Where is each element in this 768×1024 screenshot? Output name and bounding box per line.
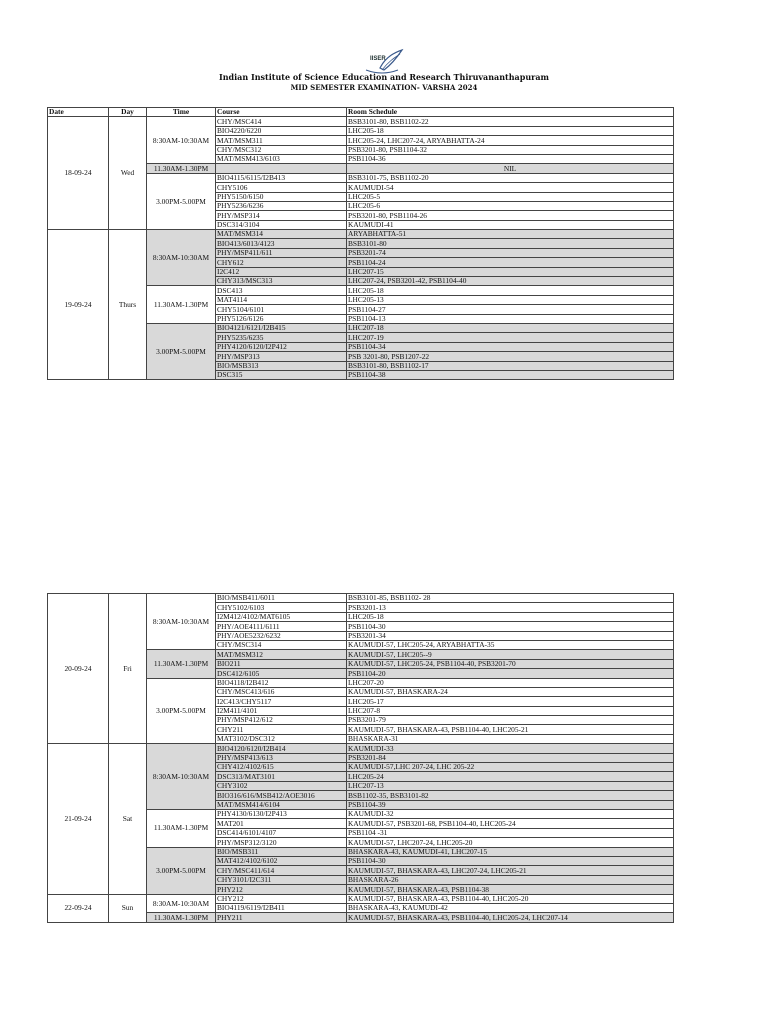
course-code: MAT4114: [216, 295, 347, 304]
course-code: PHY/MSP313: [216, 352, 347, 361]
room-schedule: PSB1104 -31: [347, 828, 674, 837]
course-code: PHY5235/6235: [216, 333, 347, 342]
course-code: PHY5126/6126: [216, 314, 347, 323]
course-code: CHY/MSC414: [216, 117, 347, 126]
room-schedule: BSB3101-80: [347, 239, 674, 248]
room-schedule: KAUMUDI-57, LHC205-24, ARYABHATTA-35: [347, 640, 674, 649]
room-schedule: KAUMUDI-57, BHASKARA-43, PSB1104-40, LHC205-20: [347, 894, 674, 903]
room-schedule: PSB3201-34: [347, 631, 674, 640]
logo-text: IISER: [370, 56, 386, 62]
room-schedule: PSB1104-20: [347, 669, 674, 678]
exam-time-slot: 3.00PM-5.00PM: [147, 173, 216, 229]
course-code: PHY211: [216, 913, 347, 922]
room-schedule: LHC207-15: [347, 267, 674, 276]
col-time: Time: [147, 108, 216, 117]
room-schedule: LHC205-24: [347, 772, 674, 781]
room-schedule: PSB3201-74: [347, 248, 674, 257]
room-schedule: LHC207-24, PSB3201-42, PSB1104-40: [347, 277, 674, 286]
exam-day: Thurs: [109, 230, 147, 380]
course-code: MAT/MSM311: [216, 136, 347, 145]
room-schedule: LHC205-18: [347, 286, 674, 295]
course-code: DSC315: [216, 370, 347, 379]
course-code: CHY612: [216, 258, 347, 267]
table-row: [48, 594, 674, 603]
course-code: PHY4130/6130/I2P413: [216, 809, 347, 818]
course-code: MAT201: [216, 819, 347, 828]
course-code: DSC414/6101/4107: [216, 828, 347, 837]
room-schedule: PSB1104-13: [347, 314, 674, 323]
room-schedule: KAUMUDI-57, BHASKARA-24: [347, 687, 674, 696]
course-code: CHY412/4102/615: [216, 763, 347, 772]
room-schedule: KAUMUDI-32: [347, 809, 674, 818]
room-schedule: ARYABHATTA-51: [347, 230, 674, 239]
exam-time-slot: 11.30AM-1.30PM: [147, 164, 216, 173]
course-code: CHY313/MSC313: [216, 277, 347, 286]
room-schedule: BHASKARA-43, KAUMUDI-41, LHC207-15: [347, 847, 674, 856]
course-code: CHY/MSC411/614: [216, 866, 347, 875]
room-schedule: KAUMUDI-57, LHC205-24, PSB1104-40, PSB3201-70: [347, 659, 674, 668]
room-schedule: BSB3101-80, BSB1102-22: [347, 117, 674, 126]
course-code: MAT/MSM413/6103: [216, 154, 347, 163]
col-date: Date: [48, 108, 109, 117]
course-code: I2M411/4101: [216, 706, 347, 715]
course-code: DSC313/MAT3101: [216, 772, 347, 781]
table-header-row: [48, 108, 674, 117]
room-schedule: LHC205-5: [347, 192, 674, 201]
exam-time-slot: 11.30AM-1.30PM: [147, 913, 216, 922]
course-code: PHY/AOE4111/6111: [216, 622, 347, 631]
room-schedule: PSB1104-27: [347, 305, 674, 314]
course-code: BIO4118/I2B412: [216, 678, 347, 687]
course-code: BIO211: [216, 659, 347, 668]
room-schedule: LHC205-24, LHC207-24, ARYABHATTA-24: [347, 136, 674, 145]
room-schedule: PSB1104-36: [347, 154, 674, 163]
exam-time-slot: 11.30AM-1.30PM: [147, 809, 216, 847]
course-code: DSC314/3104: [216, 220, 347, 229]
institute-name: Indian Institute of Science Education and Research Thiruvananthapuram: [218, 72, 550, 82]
table-row: [48, 117, 674, 126]
course-code: BIO4121/6121/I2B415: [216, 323, 347, 332]
course-code: CHY5102/6103: [216, 603, 347, 612]
course-code: CHY212: [216, 894, 347, 903]
course-code: PHY5236/6236: [216, 201, 347, 210]
course-code: PHY212: [216, 885, 347, 894]
room-schedule: PSB 3201-80, PSB1207-22: [347, 352, 674, 361]
course-code: PHY/MSP413/613: [216, 753, 347, 762]
exam-title: MID SEMESTER EXAMINATION- VARSHA 2024: [290, 83, 478, 92]
exam-time-slot: 8:30AM-10:30AM: [147, 594, 216, 650]
room-schedule: LHC205-18: [347, 126, 674, 135]
exam-date: 18-09-24: [48, 117, 109, 230]
course-code: MAT/MSM414/6104: [216, 800, 347, 809]
exam-date: 22-09-24: [48, 894, 109, 922]
col-day: Day: [109, 108, 147, 117]
course-code: [216, 164, 347, 173]
course-code: PHY/MSP312/3120: [216, 838, 347, 847]
exam-time-slot: 8:30AM-10:30AM: [147, 894, 216, 913]
exam-time-slot: 3.00PM-5.00PM: [147, 323, 216, 379]
room-schedule: PSB1104-30: [347, 622, 674, 631]
room-schedule: PSB3201-80, PSB1104-26: [347, 211, 674, 220]
course-code: CHY/MSC314: [216, 640, 347, 649]
course-code: CHY3101/I2C311: [216, 875, 347, 884]
exam-date: 20-09-24: [48, 594, 109, 744]
room-schedule: KAUMUDI-57, BHASKARA-43, LHC207-24, LHC205-21: [347, 866, 674, 875]
room-schedule: PSB1104-39: [347, 800, 674, 809]
course-code: MAT/MSM314: [216, 230, 347, 239]
room-schedule: KAUMUDI-41: [347, 220, 674, 229]
exam-day: Sun: [109, 894, 147, 922]
course-code: DSC413: [216, 286, 347, 295]
room-schedule: PSB1104-34: [347, 342, 674, 351]
course-code: BIO316/616/MSB412/AOE3016: [216, 791, 347, 800]
course-code: CHY5106: [216, 183, 347, 192]
exam-time-slot: 3.00PM-5.00PM: [147, 847, 216, 894]
room-schedule: BSB1102-35, BSB3101-82: [347, 791, 674, 800]
room-schedule: PSB1104-24: [347, 258, 674, 267]
course-code: CHY5104/6101: [216, 305, 347, 314]
room-schedule: BHASKARA-26: [347, 875, 674, 884]
room-schedule: PSB3201-80, PSB1104-32: [347, 145, 674, 154]
room-schedule: LHC207-8: [347, 706, 674, 715]
room-schedule: KAUMUDI-57, LHC205--9: [347, 650, 674, 659]
course-code: PHY/MSP411/611: [216, 248, 347, 257]
room-schedule: BHASKARA-43, KAUMUDI-42: [347, 903, 674, 912]
course-code: I2C412: [216, 267, 347, 276]
exam-day: Sat: [109, 744, 147, 894]
room-schedule: LHC205-13: [347, 295, 674, 304]
room-schedule: KAUMUDI-57, BHASKARA-43, PSB1104-40, LHC205-21: [347, 725, 674, 734]
course-code: CHY3102: [216, 781, 347, 790]
exam-date: 21-09-24: [48, 744, 109, 894]
schedule-table-1: [47, 107, 674, 380]
col-course: Course: [216, 108, 347, 117]
room-schedule: PSB3201-84: [347, 753, 674, 762]
room-schedule: BSB3101-85, BSB1102- 28: [347, 594, 674, 603]
exam-time-slot: 8:30AM-10:30AM: [147, 117, 216, 164]
course-code: BIO/MSB411/6011: [216, 594, 347, 603]
course-code: CHY/MSC413/616: [216, 687, 347, 696]
course-code: I2M412/4102/MAT6105: [216, 612, 347, 621]
room-schedule: LHC207-19: [347, 333, 674, 342]
exam-time-slot: 11.30AM-1.30PM: [147, 650, 216, 678]
room-schedule: PSB3201-79: [347, 716, 674, 725]
course-code: BIO4220/6220: [216, 126, 347, 135]
room-schedule: LHC207-18: [347, 323, 674, 332]
course-code: MAT412/4102/6102: [216, 856, 347, 865]
course-code: MAT3102/DSC312: [216, 734, 347, 743]
room-schedule: PSB1104-38: [347, 370, 674, 379]
course-code: BIO4119/6119/I2B411: [216, 903, 347, 912]
schedule-table-2: [47, 593, 674, 923]
course-code: BIO/MSB311: [216, 847, 347, 856]
exam-date: 19-09-24: [48, 230, 109, 380]
room-schedule: LHC205-17: [347, 697, 674, 706]
table-row: [48, 230, 674, 239]
course-code: BIO4120/6120/I2B414: [216, 744, 347, 753]
room-schedule: KAUMUDI-57, LHC207-24, LHC205-20: [347, 838, 674, 847]
room-schedule: PSB3201-13: [347, 603, 674, 612]
room-schedule: BSB3101-80, BSB1102-17: [347, 361, 674, 370]
exam-time-slot: 8:30AM-10:30AM: [147, 744, 216, 810]
room-schedule: KAUMUDI-57, BHASKARA-43, PSB1104-38: [347, 885, 674, 894]
exam-time-slot: 3.00PM-5.00PM: [147, 678, 216, 744]
room-schedule: PSB1104-30: [347, 856, 674, 865]
room-schedule: KAUMUDI-33: [347, 744, 674, 753]
course-code: PHY4120/6120/I2P412: [216, 342, 347, 351]
room-schedule: LHC205-6: [347, 201, 674, 210]
room-schedule: BHASKARA-31: [347, 734, 674, 743]
exam-day: Fri: [109, 594, 147, 744]
course-code: DSC412/6105: [216, 669, 347, 678]
course-code: I2C413/CHY5117: [216, 697, 347, 706]
course-code: CHY/MSC312: [216, 145, 347, 154]
room-schedule: KAUMUDI-57, BHASKARA-43, PSB1104-40, LHC205-24, LHC207-14: [347, 913, 674, 922]
course-code: PHY5150/6150: [216, 192, 347, 201]
room-schedule: KAUMUDI-54: [347, 183, 674, 192]
room-schedule: KAUMUDI-57,LHC 207-24, LHC 205-22: [347, 763, 674, 772]
course-code: PHY/MSP314: [216, 211, 347, 220]
exam-time-slot: 11.30AM-1.30PM: [147, 286, 216, 324]
course-code: BIO/MSB313: [216, 361, 347, 370]
course-code: CHY211: [216, 725, 347, 734]
room-schedule: LHC205-18: [347, 612, 674, 621]
course-code: PHY/MSP412/612: [216, 716, 347, 725]
col-room: Room Schedule: [347, 108, 674, 117]
room-schedule: LHC207-20: [347, 678, 674, 687]
room-schedule: BSB3101-75, BSB1102-20: [347, 173, 674, 182]
room-schedule: KAUMUDI-57, PSB3201-68, PSB1104-40, LHC205-24: [347, 819, 674, 828]
course-code: MAT/MSM312: [216, 650, 347, 659]
table-row: [48, 894, 674, 903]
table-row: [48, 744, 674, 753]
exam-day: Wed: [109, 117, 147, 230]
exam-time-slot: 8:30AM-10:30AM: [147, 230, 216, 286]
course-code: PHY/AOE5232/6232: [216, 631, 347, 640]
course-code: BIO413/6013/4123: [216, 239, 347, 248]
course-code: BIO4115/6115/I2B413: [216, 173, 347, 182]
room-schedule: NIL: [347, 164, 674, 173]
room-schedule: LHC207-13: [347, 781, 674, 790]
